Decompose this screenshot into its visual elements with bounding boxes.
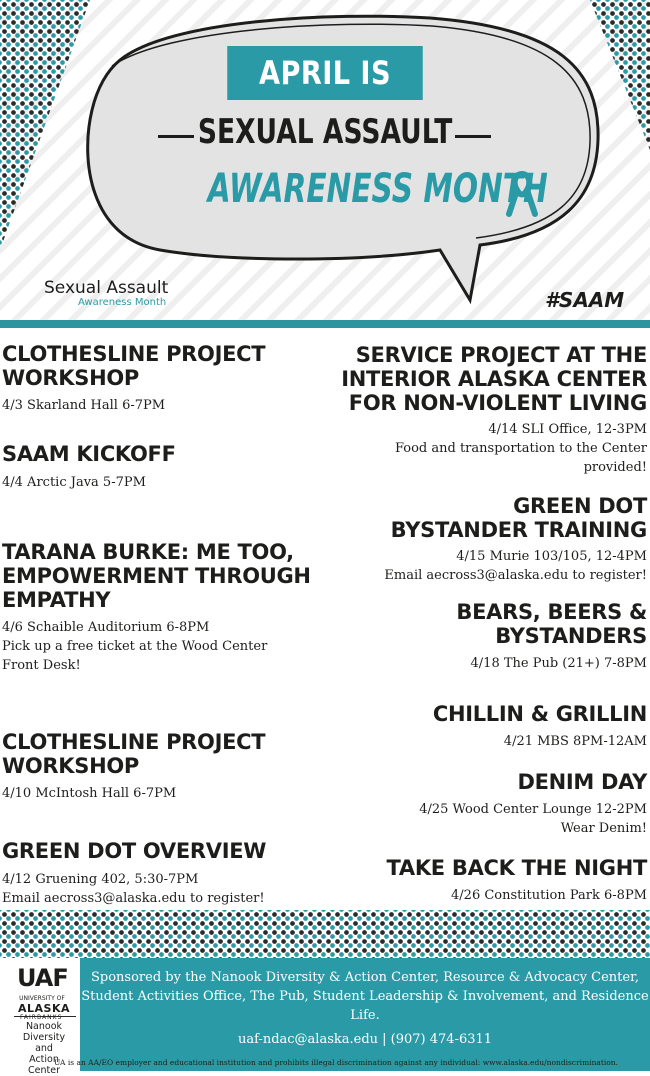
header-divider (0, 320, 650, 328)
event-details: 4/4 Arctic Java 5-7PM (2, 475, 146, 490)
event-title: GREEN DOT BYSTANDER TRAINING (390, 494, 647, 542)
event-title: CHILLIN & GRILLIN (432, 702, 647, 726)
event-details: 4/18 The Pub (21+) 7-8PM (470, 656, 647, 671)
uaf-logo: UAF (17, 964, 68, 992)
event-details: 4/12 Gruening 402, 5:30-7PM Email aecross3@alaska.edu to register! (2, 872, 265, 906)
event-title: CLOTHESLINE PROJECT WORKSHOP (2, 342, 266, 390)
event-details: 4/26 Constitution Park 6-8PM (451, 888, 647, 903)
event-details: 4/10 McIntosh Hall 6-7PM (2, 786, 177, 801)
awareness-month-text: AWARENESS MONTH (207, 166, 548, 212)
department-name: Nanook Diversity and Action Center (22, 1021, 66, 1076)
event-details: 4/6 Schaible Auditorium 6-8PM Pick up a free ticket at the Wood Center Front Desk! (2, 620, 268, 673)
contact-info: uaf-ndac@alaska.edu | (907) 474-6311 (237, 1032, 493, 1047)
event-title: SERVICE PROJECT AT THE INTERIOR ALASKA CENTER FOR NON-VIOLENT LIVING (341, 343, 647, 415)
event-details: 4/21 MBS 8PM-12AM (503, 734, 647, 749)
event-title: TARANA BURKE: ME TOO, EMPOWERMENT THROUGH EMPATHY (2, 540, 311, 612)
event-title: GREEN DOT OVERVIEW (2, 839, 267, 863)
uaf-university-of: UNIVERSITY OF (19, 995, 65, 1002)
header-banner (0, 0, 650, 322)
april-is-label: APRIL IS (227, 46, 423, 100)
dot-pattern-footer (0, 910, 650, 960)
title-dash-right (455, 135, 491, 138)
event-details: 4/25 Wood Center Lounge 12-2PM Wear Denim! (419, 802, 647, 836)
event-details: 4/15 Murie 103/105, 12-4PM Email aecross3@alaska.edu to register! (384, 549, 647, 583)
event-title: CLOTHESLINE PROJECT WORKSHOP (2, 730, 266, 778)
eeo-statement: UA is an AA/EO employer and educational institution and prohibits illegal discrimination against any individual: www.alaska.edu/nondiscrimination. (53, 1058, 619, 1067)
saam-logo-text: Sexual Assault (44, 278, 169, 298)
awareness-month-title (148, 166, 548, 212)
uaf-alaska: ALASKA (18, 1002, 70, 1015)
event-details: 4/14 SLI Office, 12-3PM Food and transportation to the Center provided! (394, 422, 647, 475)
saam-logo-subtext: Awareness Month (78, 297, 167, 308)
event-details: 4/3 Skarland Hall 6-7PM (2, 398, 166, 413)
awareness-ribbon-icon (505, 170, 539, 220)
uaf-fairbanks: FAIRBANKS (20, 1014, 63, 1021)
event-title: BEARS, BEERS & BYSTANDERS (456, 600, 647, 648)
event-title: DENIM DAY (517, 770, 647, 794)
sponsor-text: Sponsored by the Nanook Diversity & Action Center, Resource & Advocacy Center, Student Activities Office, The Pub, Student Leadership & Involvement, and Residence Life. (81, 970, 649, 1023)
hashtag: #SAAM (545, 288, 625, 312)
sexual-assault-text: SEXUAL ASSAULT (197, 112, 453, 152)
event-title: TAKE BACK THE NIGHT (386, 856, 647, 880)
event-title: SAAM KICKOFF (2, 442, 176, 466)
